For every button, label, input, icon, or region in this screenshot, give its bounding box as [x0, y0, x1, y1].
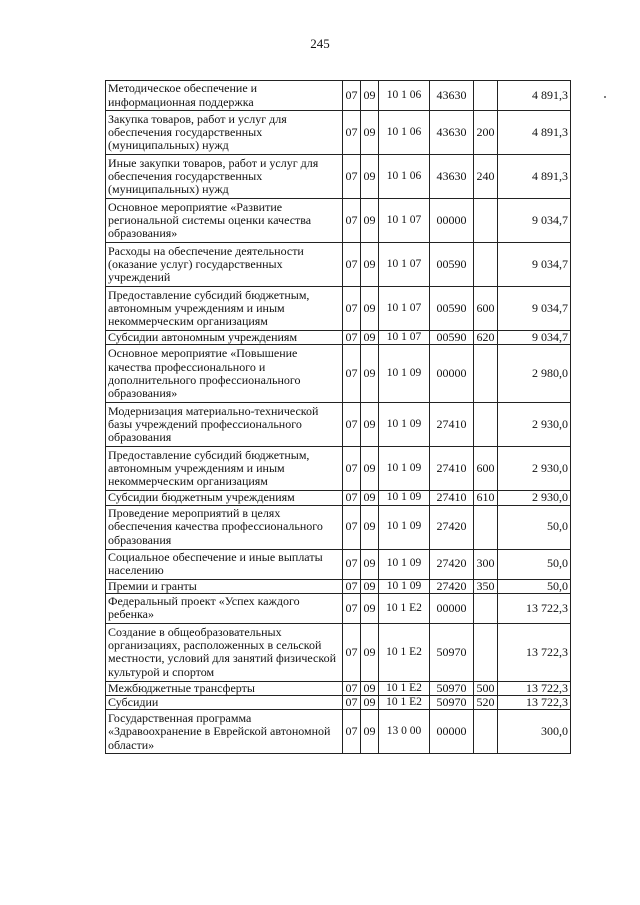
- program-code-cell: 10 1 06: [379, 81, 430, 111]
- program-code-cell: 10 1 Е2: [379, 593, 430, 623]
- expense-type-code-cell: [474, 505, 498, 549]
- budget-table-body: [106, 81, 571, 754]
- direction-code-cell: 00000: [430, 710, 474, 754]
- section-code-cell: 07: [343, 155, 361, 199]
- row-name-cell: Иные закупки товаров, работ и услуг для обеспечения государственных (муниципальных) нужд: [106, 155, 343, 199]
- row-name-cell: Субсидии автономным учреждениям: [106, 331, 343, 345]
- row-name-cell: Закупка товаров, работ и услуг для обеспечения государственных (муниципальных) нужд: [106, 111, 343, 155]
- amount-cell: 2 980,0: [498, 345, 571, 403]
- direction-code-cell: 50970: [430, 681, 474, 695]
- section-code-cell: 07: [343, 287, 361, 331]
- expense-type-code-cell: [474, 243, 498, 287]
- table-row: [106, 155, 571, 199]
- direction-code-cell: 00590: [430, 331, 474, 345]
- amount-cell: 2 930,0: [498, 491, 571, 505]
- program-code-cell: 10 1 Е2: [379, 681, 430, 695]
- amount-cell: 9 034,7: [498, 243, 571, 287]
- table-row: [106, 81, 571, 111]
- amount-cell: 50,0: [498, 549, 571, 579]
- subsection-code-cell: 09: [361, 623, 379, 681]
- table-row: [106, 331, 571, 345]
- expense-type-code-cell: 200: [474, 111, 498, 155]
- direction-code-cell: 00590: [430, 243, 474, 287]
- amount-cell: 13 722,3: [498, 696, 571, 710]
- direction-code-cell: 00000: [430, 199, 474, 243]
- expense-type-code-cell: [474, 710, 498, 754]
- section-code-cell: 07: [343, 696, 361, 710]
- section-code-cell: 07: [343, 447, 361, 491]
- table-row: [106, 287, 571, 331]
- amount-cell: 13 722,3: [498, 593, 571, 623]
- row-name-cell: Основное мероприятие «Повышение качества профессионального и дополнительного профессионального образования»: [106, 345, 343, 403]
- direction-code-cell: 27420: [430, 505, 474, 549]
- table-row: [106, 491, 571, 505]
- subsection-code-cell: 09: [361, 287, 379, 331]
- row-name-cell: Проведение мероприятий в целях обеспечения качества профессионального образования: [106, 505, 343, 549]
- section-code-cell: 07: [343, 331, 361, 345]
- subsection-code-cell: 09: [361, 243, 379, 287]
- section-code-cell: 07: [343, 403, 361, 447]
- program-code-cell: 10 1 06: [379, 155, 430, 199]
- row-name-cell: Субсидии бюджетным учреждениям: [106, 491, 343, 505]
- expense-type-code-cell: 620: [474, 331, 498, 345]
- expense-type-code-cell: [474, 593, 498, 623]
- program-code-cell: 10 1 09: [379, 505, 430, 549]
- subsection-code-cell: 09: [361, 696, 379, 710]
- subsection-code-cell: 09: [361, 81, 379, 111]
- table-row: [106, 549, 571, 579]
- section-code-cell: 07: [343, 491, 361, 505]
- subsection-code-cell: 09: [361, 593, 379, 623]
- amount-cell: 50,0: [498, 505, 571, 549]
- direction-code-cell: 50970: [430, 696, 474, 710]
- table-row: [106, 579, 571, 593]
- subsection-code-cell: 09: [361, 155, 379, 199]
- row-name-cell: Методическое обеспечение и информационная поддержка: [106, 81, 343, 111]
- program-code-cell: 10 1 07: [379, 199, 430, 243]
- amount-cell: 13 722,3: [498, 681, 571, 695]
- subsection-code-cell: 09: [361, 579, 379, 593]
- table-row: [106, 447, 571, 491]
- program-code-cell: 10 1 07: [379, 331, 430, 345]
- expense-type-code-cell: [474, 199, 498, 243]
- subsection-code-cell: 09: [361, 403, 379, 447]
- program-code-cell: 10 1 09: [379, 549, 430, 579]
- section-code-cell: 07: [343, 681, 361, 695]
- table-row: [106, 345, 571, 403]
- table-row: [106, 623, 571, 681]
- amount-cell: 9 034,7: [498, 331, 571, 345]
- direction-code-cell: 50970: [430, 623, 474, 681]
- row-name-cell: Основное мероприятие «Развитие региональной системы оценки качества образования»: [106, 199, 343, 243]
- row-name-cell: Субсидии: [106, 696, 343, 710]
- expense-type-code-cell: 500: [474, 681, 498, 695]
- program-code-cell: 10 1 09: [379, 491, 430, 505]
- table-row: [106, 681, 571, 695]
- table-row: [106, 199, 571, 243]
- expense-type-code-cell: 300: [474, 549, 498, 579]
- amount-cell: 2 930,0: [498, 403, 571, 447]
- table-row: [106, 593, 571, 623]
- subsection-code-cell: 09: [361, 491, 379, 505]
- subsection-code-cell: 09: [361, 710, 379, 754]
- section-code-cell: 07: [343, 199, 361, 243]
- program-code-cell: 10 1 09: [379, 447, 430, 491]
- subsection-code-cell: 09: [361, 331, 379, 345]
- expense-type-code-cell: [474, 345, 498, 403]
- page-number: 245: [310, 36, 330, 51]
- amount-cell: 9 034,7: [498, 199, 571, 243]
- section-code-cell: 07: [343, 345, 361, 403]
- amount-cell: 13 722,3: [498, 623, 571, 681]
- amount-cell: 4 891,3: [498, 111, 571, 155]
- amount-cell: 50,0: [498, 579, 571, 593]
- budget-table: [105, 80, 571, 754]
- table-row: [106, 403, 571, 447]
- section-code-cell: 07: [343, 623, 361, 681]
- direction-code-cell: 27410: [430, 447, 474, 491]
- row-name-cell: Премии и гранты: [106, 579, 343, 593]
- direction-code-cell: 27420: [430, 579, 474, 593]
- row-name-cell: Создание в общеобразовательных организациях, расположенных в сельской местности, условий для занятий физической культурой и спортом: [106, 623, 343, 681]
- row-name-cell: Межбюджетные трансферты: [106, 681, 343, 695]
- direction-code-cell: 00000: [430, 345, 474, 403]
- row-name-cell: Предоставление субсидий бюджетным, автономным учреждениям и иным некоммерческим организациям: [106, 447, 343, 491]
- direction-code-cell: 27410: [430, 403, 474, 447]
- subsection-code-cell: 09: [361, 345, 379, 403]
- program-code-cell: 10 1 09: [379, 345, 430, 403]
- direction-code-cell: 43630: [430, 155, 474, 199]
- table-row: [106, 710, 571, 754]
- row-name-cell: Государственная программа «Здравоохранение в Еврейской автономной области»: [106, 710, 343, 754]
- table-row: [106, 696, 571, 710]
- subsection-code-cell: 09: [361, 199, 379, 243]
- program-code-cell: 10 1 Е2: [379, 623, 430, 681]
- section-code-cell: 07: [343, 710, 361, 754]
- program-code-cell: 10 1 07: [379, 243, 430, 287]
- table-row: [106, 243, 571, 287]
- amount-cell: 4 891,3: [498, 155, 571, 199]
- program-code-cell: 10 1 09: [379, 579, 430, 593]
- expense-type-code-cell: 600: [474, 287, 498, 331]
- subsection-code-cell: 09: [361, 549, 379, 579]
- expense-type-code-cell: 600: [474, 447, 498, 491]
- expense-type-code-cell: [474, 403, 498, 447]
- expense-type-code-cell: [474, 623, 498, 681]
- section-code-cell: 07: [343, 549, 361, 579]
- section-code-cell: 07: [343, 81, 361, 111]
- row-name-cell: Социальное обеспечение и иные выплаты населению: [106, 549, 343, 579]
- program-code-cell: 10 1 Е2: [379, 696, 430, 710]
- amount-cell: 2 930,0: [498, 447, 571, 491]
- amount-cell: 9 034,7: [498, 287, 571, 331]
- expense-type-code-cell: 610: [474, 491, 498, 505]
- expense-type-code-cell: 240: [474, 155, 498, 199]
- direction-code-cell: 00590: [430, 287, 474, 331]
- subsection-code-cell: 09: [361, 681, 379, 695]
- direction-code-cell: 00000: [430, 593, 474, 623]
- direction-code-cell: 27410: [430, 491, 474, 505]
- section-code-cell: 07: [343, 579, 361, 593]
- row-name-cell: Федеральный проект «Успех каждого ребенка»: [106, 593, 343, 623]
- section-code-cell: 07: [343, 111, 361, 155]
- program-code-cell: 10 1 06: [379, 111, 430, 155]
- table-row: [106, 111, 571, 155]
- subsection-code-cell: 09: [361, 447, 379, 491]
- direction-code-cell: 43630: [430, 81, 474, 111]
- expense-type-code-cell: 520: [474, 696, 498, 710]
- expense-type-code-cell: [474, 81, 498, 111]
- row-name-cell: Модернизация материально-технической базы учреждений профессионального образования: [106, 403, 343, 447]
- subsection-code-cell: 09: [361, 505, 379, 549]
- expense-type-code-cell: 350: [474, 579, 498, 593]
- program-code-cell: 13 0 00: [379, 710, 430, 754]
- table-row: [106, 505, 571, 549]
- amount-cell: 300,0: [498, 710, 571, 754]
- direction-code-cell: 27420: [430, 549, 474, 579]
- row-name-cell: Предоставление субсидий бюджетным, автономным учреждениям и иным некоммерческим организациям: [106, 287, 343, 331]
- subsection-code-cell: 09: [361, 111, 379, 155]
- program-code-cell: 10 1 09: [379, 403, 430, 447]
- direction-code-cell: 43630: [430, 111, 474, 155]
- section-code-cell: 07: [343, 593, 361, 623]
- program-code-cell: 10 1 07: [379, 287, 430, 331]
- row-name-cell: Расходы на обеспечение деятельности (оказание услуг) государственных учреждений: [106, 243, 343, 287]
- section-code-cell: 07: [343, 243, 361, 287]
- amount-cell: 4 891,3: [498, 81, 571, 111]
- scan-speck: [604, 96, 606, 98]
- section-code-cell: 07: [343, 505, 361, 549]
